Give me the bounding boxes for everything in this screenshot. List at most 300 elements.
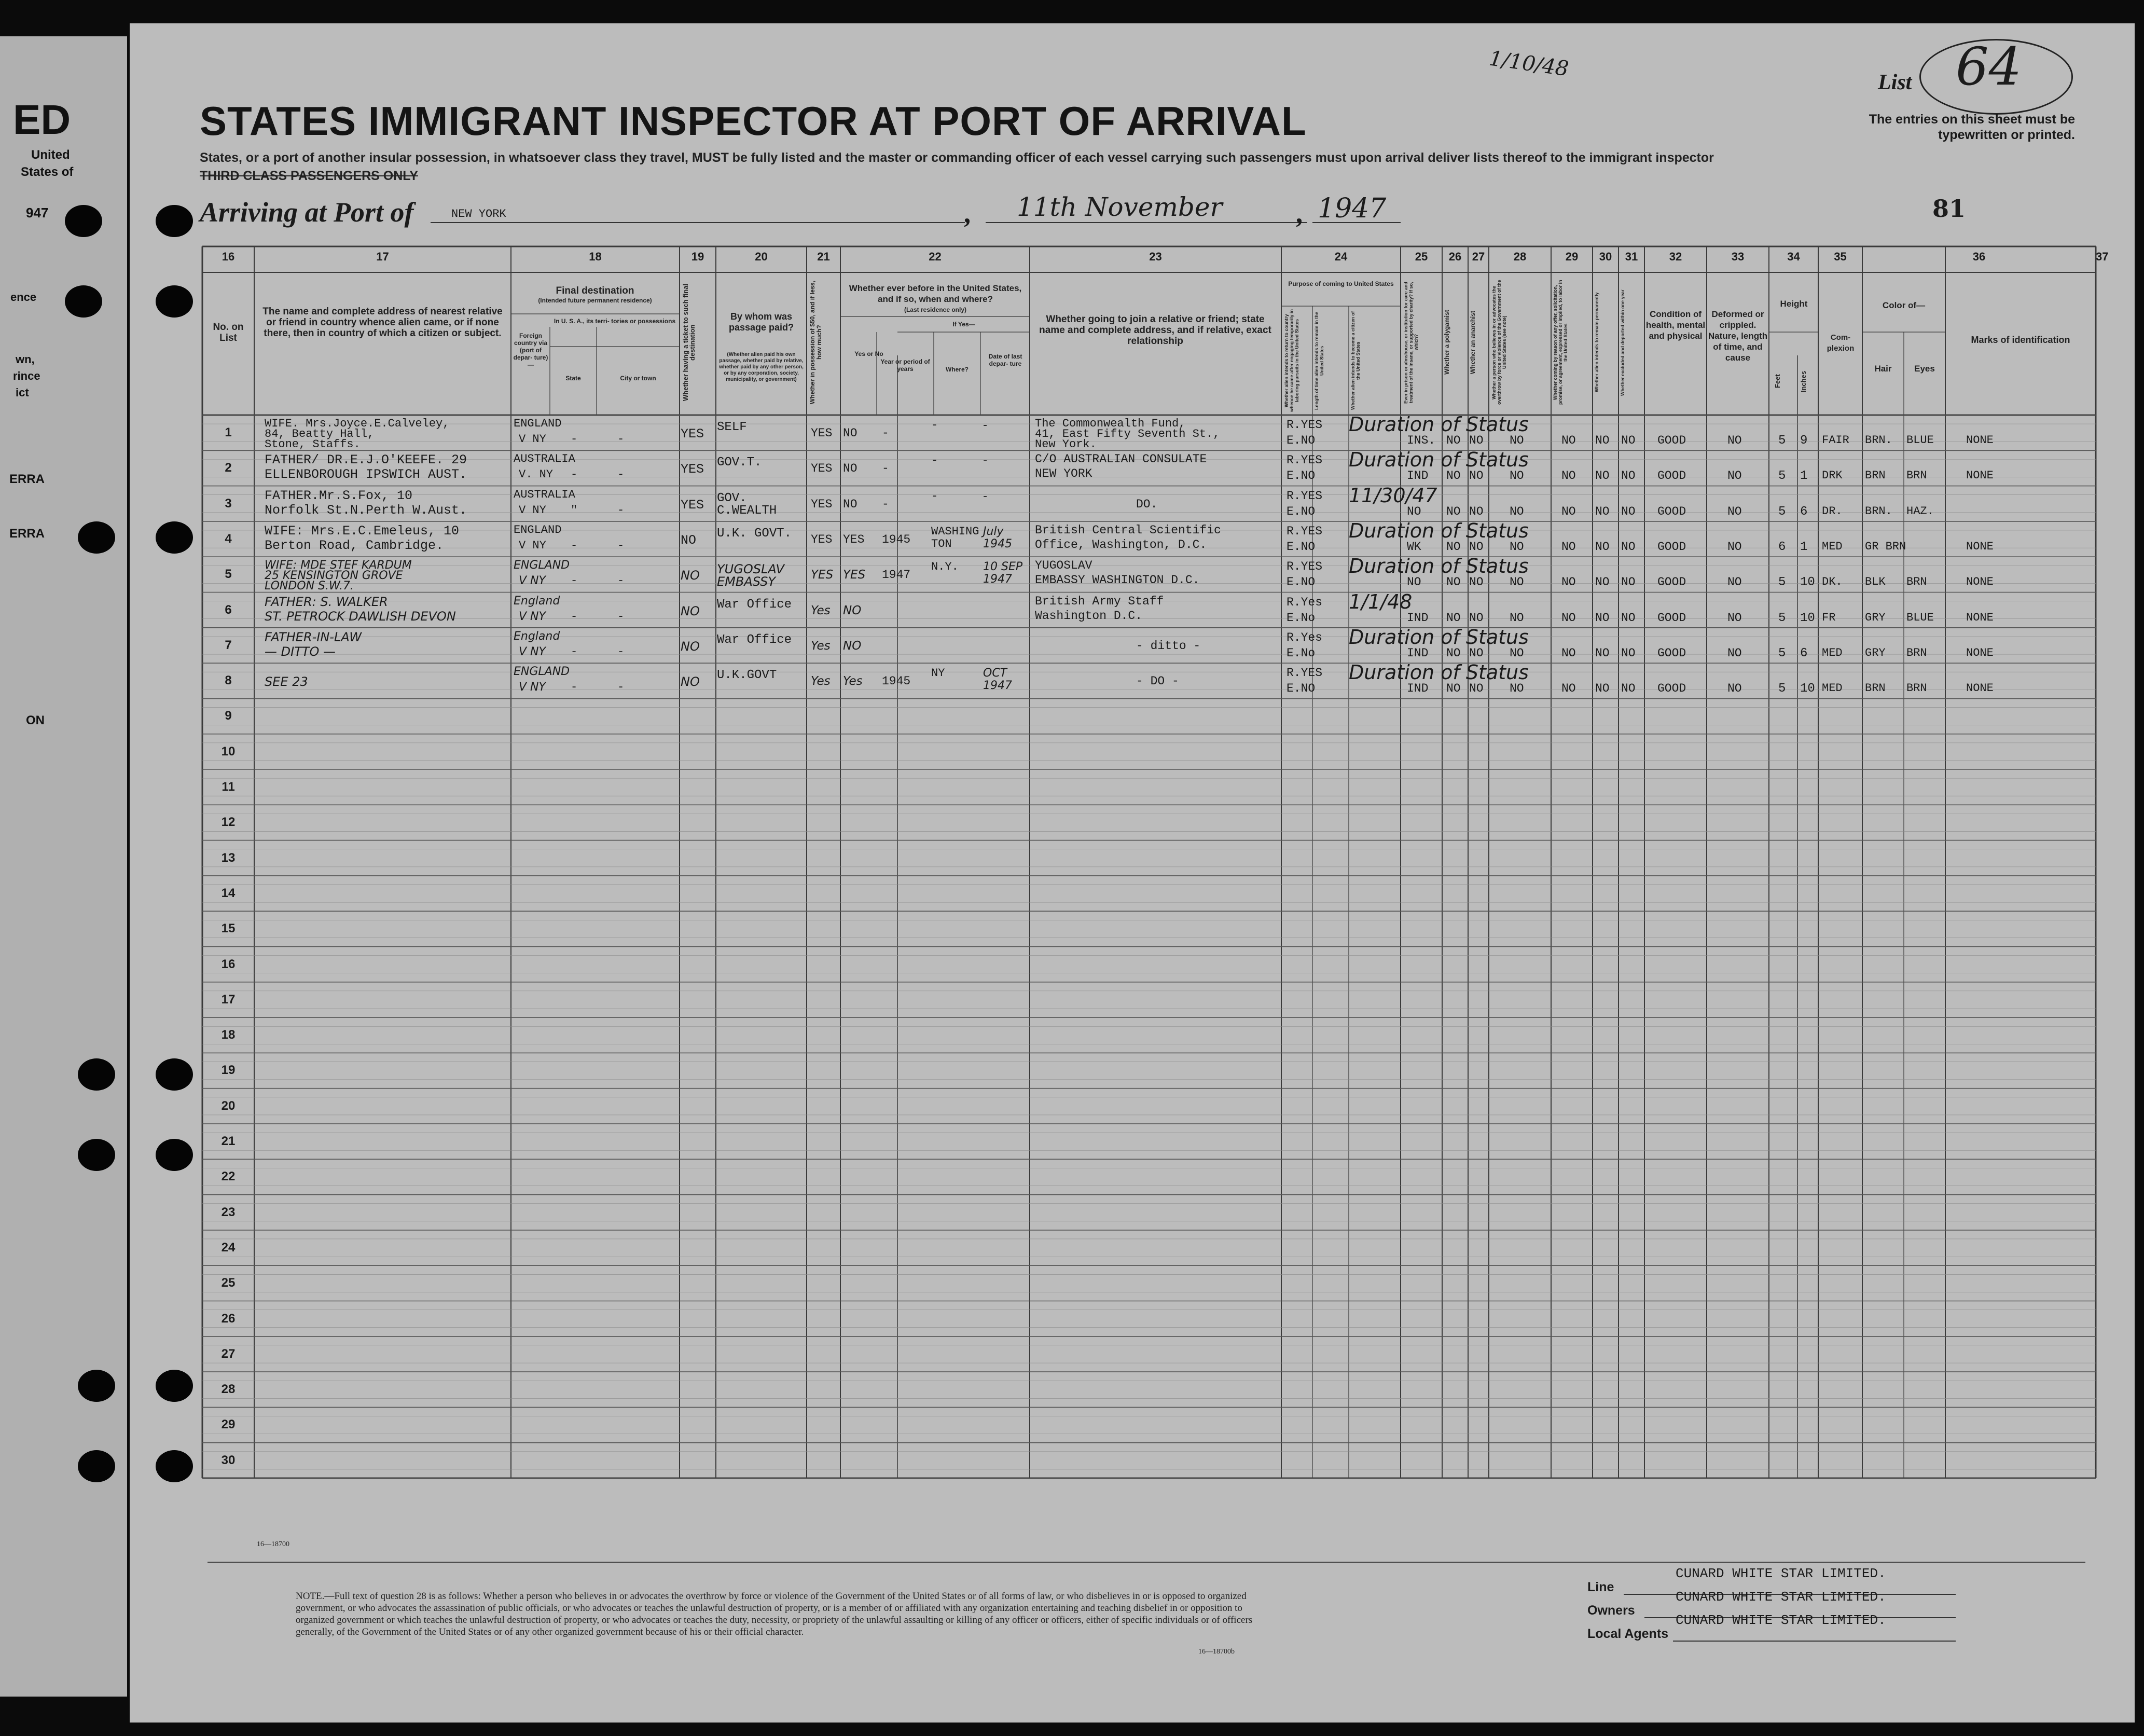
state: "	[571, 503, 578, 517]
q30-answer: NO	[1595, 540, 1610, 554]
height-feet: 6	[1778, 540, 1786, 554]
foreign-country: ENGLAND	[514, 417, 562, 430]
purpose-return: R.Yes	[1287, 630, 1323, 644]
column-number: 27	[1472, 250, 1485, 263]
hair-answer: GRY	[1865, 611, 1886, 624]
joining-relative: Office, Washington, D.C.	[1035, 538, 1207, 552]
complexion-answer: DK.	[1822, 575, 1843, 589]
passage-paid-by: SELF	[717, 420, 747, 434]
passage-paid-by: War Office	[717, 597, 792, 612]
row-number: 5	[225, 567, 232, 582]
length-of-stay-handwritten: Duration of Status	[1349, 555, 1529, 578]
header-before-us: Whether ever before in the United States, and if so, when and where?	[849, 283, 1022, 304]
port-via: V NY	[519, 574, 546, 588]
column-number: 31	[1625, 250, 1638, 263]
complexion-answer: MED	[1822, 682, 1843, 695]
arrival-day-month: 11th November	[1017, 192, 1223, 222]
state: -	[571, 681, 578, 694]
complexion-answer: DRK	[1822, 469, 1843, 483]
relative-address: ELLENBOROUGH IPSWICH AUST.	[265, 467, 467, 483]
header-no-on-list: No. on List	[213, 322, 244, 343]
foreign-country: AUSTRALIA	[514, 452, 575, 466]
eyes-answer: BRN	[1906, 646, 1927, 659]
health-answer: GOOD	[1657, 504, 1686, 518]
ticket: NO	[681, 674, 700, 690]
column-number: 17	[376, 250, 389, 263]
q30-answer: NO	[1595, 682, 1610, 696]
possession-50: Yes	[811, 674, 831, 688]
column-number: 30	[1599, 250, 1612, 263]
date-comma-2: ,	[1297, 198, 1304, 229]
anarchist-answer: NO	[1469, 646, 1484, 660]
hair-answer: BRN	[1865, 469, 1886, 483]
polygamist-answer: NO	[1446, 575, 1461, 589]
port-via: V NY	[519, 539, 546, 552]
row-number: 2	[225, 461, 232, 475]
list-label: List	[1878, 71, 1912, 94]
hair-answer: BRN	[1865, 682, 1886, 695]
owners-label: Owners	[1587, 1603, 1635, 1618]
state: -	[571, 433, 578, 446]
arriving-label: Arriving at Port of	[200, 197, 414, 228]
city: -	[617, 574, 625, 588]
height-inches: 10	[1800, 682, 1815, 696]
complexion-answer: MED	[1822, 540, 1843, 553]
list-number: 64	[1956, 36, 2022, 97]
before-us: NO	[843, 497, 857, 511]
prison-answer: WK	[1407, 540, 1421, 554]
q30-answer: NO	[1595, 611, 1610, 625]
q29-answer: NO	[1561, 469, 1576, 483]
ticket: NO	[681, 532, 697, 548]
row-number: 6	[225, 602, 232, 617]
q29-answer: NO	[1561, 504, 1576, 518]
city: -	[617, 468, 625, 481]
header-anarchist: Whether an anarchist	[1469, 310, 1476, 375]
city: -	[617, 610, 625, 623]
before-us: NO	[843, 462, 857, 476]
ticket: YES	[681, 497, 704, 513]
header-relative: The name and complete address of nearest relative or friend in country whence alien came, or if none there, then in country of which a citizen or subject.	[262, 306, 503, 339]
row-number: 25	[221, 1276, 236, 1290]
q31-answer: NO	[1621, 434, 1636, 447]
anarchist-answer: NO	[1469, 611, 1484, 625]
purpose-citizen: E.NO	[1287, 504, 1316, 518]
city: -	[617, 645, 625, 658]
state: -	[571, 645, 578, 658]
arrival-year: 1947	[1318, 193, 1387, 224]
height-feet: 5	[1778, 611, 1786, 625]
q28-answer: NO	[1510, 434, 1524, 447]
q29-answer: NO	[1561, 682, 1576, 696]
passage-paid-by: U.K. GOVT.	[717, 526, 792, 541]
relative-address: WIFE. Mrs.Joyce.E.Calveley,	[265, 417, 450, 430]
prison-answer: NO	[1407, 504, 1421, 518]
ticket: YES	[681, 462, 704, 477]
joining-relative: British Army Staff	[1035, 594, 1164, 608]
column-number: 37	[2096, 250, 2109, 263]
deformed-answer: NO	[1727, 575, 1742, 589]
purpose-citizen: E.NO	[1287, 682, 1316, 696]
deformed-answer: NO	[1727, 504, 1742, 518]
ticket: NO	[681, 568, 700, 583]
q28-answer: NO	[1510, 646, 1524, 660]
anarchist-answer: NO	[1469, 540, 1484, 554]
q31-answer: NO	[1621, 682, 1636, 696]
q28-answer: NO	[1510, 504, 1524, 518]
q28-answer: NO	[1510, 469, 1524, 483]
left-fragment-line-2: States of	[21, 165, 74, 179]
row-number: 1	[225, 425, 232, 439]
prison-answer: IND	[1407, 682, 1429, 696]
joining-relative: YUGOSLAV	[1035, 559, 1092, 573]
marks-answer: NONE	[1966, 646, 1994, 659]
purpose-return: R.YES	[1287, 560, 1323, 574]
column-number: 21	[817, 250, 830, 263]
complexion-answer: FR	[1822, 611, 1836, 624]
form-code: 16—18700	[257, 1540, 289, 1548]
relative-address: Norfolk St.N.Perth W.Aust.	[265, 502, 467, 518]
header-by-whom-paid: By whom was passage paid?	[728, 311, 794, 333]
joining-relative: New York.	[1035, 438, 1097, 451]
row-number: 27	[221, 1346, 236, 1361]
header-final-destination-sub: (Intended future permanent residence)	[538, 297, 652, 304]
purpose-return: R.YES	[1287, 453, 1323, 467]
possession-50: YES	[811, 426, 833, 440]
row-number: 22	[221, 1169, 236, 1184]
header-health: Condition of health, mental and physical	[1645, 309, 1706, 341]
purpose-return: R.YES	[1287, 418, 1323, 432]
port-via: V NY	[519, 645, 546, 658]
row-number: 14	[221, 886, 236, 900]
header-complexion: Com- plexion	[1827, 333, 1855, 353]
header-yes-no: Yes or No	[854, 350, 883, 357]
relative-address: FATHER-IN-LAW	[265, 629, 362, 644]
height-inches: 6	[1800, 646, 1808, 660]
possession-50: YES	[811, 532, 833, 546]
column-number: 22	[929, 250, 942, 263]
hair-answer: GRY	[1865, 646, 1886, 659]
left-fragment-word: rince	[13, 369, 40, 382]
eyes-answer: BLUE	[1906, 611, 1934, 624]
line-value: CUNARD WHITE STAR LIMITED.	[1676, 1566, 1886, 1581]
anarchist-answer: NO	[1469, 434, 1484, 447]
local-agents-label: Local Agents	[1587, 1627, 1669, 1641]
ticket: NO	[681, 639, 700, 654]
row-number: 24	[221, 1240, 236, 1255]
left-fragment-word: ERRA	[9, 472, 45, 486]
q30-answer: NO	[1595, 646, 1610, 660]
row-number: 28	[221, 1382, 236, 1397]
q29-answer: NO	[1561, 434, 1576, 447]
years: 1945	[882, 532, 911, 546]
joining-relative: C/O AUSTRALIAN CONSULATE	[1035, 452, 1207, 466]
marks-answer: NONE	[1966, 540, 1994, 553]
form-code-b: 16—18700b	[1198, 1648, 1235, 1656]
departure-date: -	[983, 419, 987, 432]
health-answer: GOOD	[1657, 646, 1686, 660]
relative-address: WIFE: Mrs.E.C.Emeleus, 10	[265, 523, 460, 539]
header-joining: Whether going to join a relative or friend; state name and complete address, and if relative, exact relationship	[1039, 314, 1271, 347]
height-inches: 10	[1800, 575, 1815, 590]
header-before-us-sub: (Last residence only)	[904, 306, 967, 313]
column-number: 23	[1149, 250, 1162, 263]
q31-answer: NO	[1621, 575, 1636, 589]
column-number: 28	[1513, 250, 1527, 263]
joining-relative: - ditto -	[1136, 639, 1201, 653]
row-number: 9	[225, 709, 232, 723]
where: -	[931, 419, 938, 432]
polygamist-answer: NO	[1446, 682, 1461, 696]
header-by-whom-paid-sub: (Whether alien paid his own passage, whether paid by relative, whether paid by any other person, or by any corporation, society, municipality, or government)	[719, 352, 804, 382]
length-of-stay-handwritten: Duration of Status	[1349, 519, 1529, 542]
foreign-country: ENGLAND	[514, 559, 570, 572]
q30-answer: NO	[1595, 434, 1610, 447]
prison-answer: IND	[1407, 646, 1429, 660]
header-height: Height	[1780, 299, 1808, 309]
header-marks: Marks of identification	[1971, 335, 2070, 345]
header-q30: Whether alien intends to remain permanently	[1594, 292, 1599, 393]
complexion-answer: MED	[1822, 646, 1843, 659]
row-number: 21	[221, 1134, 236, 1148]
relative-address: WIFE: MDE STEF KARDUM	[265, 559, 412, 572]
ticket: YES	[681, 426, 704, 442]
departure-date: OCT 1947	[983, 667, 1012, 693]
q31-answer: NO	[1621, 469, 1636, 483]
q31-answer: NO	[1621, 646, 1636, 660]
column-number: 34	[1787, 250, 1800, 263]
q30-answer: NO	[1595, 469, 1610, 483]
health-answer: GOOD	[1657, 682, 1686, 696]
row-number: 20	[221, 1098, 236, 1113]
deformed-answer: NO	[1727, 646, 1742, 660]
header-purpose-c: Whether alien intends to become a citizen of the United States	[1350, 311, 1361, 410]
header-year-period: Year or period of years	[880, 358, 930, 373]
row-number: 12	[221, 815, 236, 830]
header-in-usa: In U. S. A., its terri- tories or possessions	[554, 318, 676, 325]
hair-answer: BLK	[1865, 575, 1886, 589]
relative-address: SEE 23	[265, 674, 308, 690]
anarchist-answer: NO	[1469, 504, 1484, 518]
deformed-answer: NO	[1727, 434, 1742, 447]
city: -	[617, 539, 625, 552]
passage-paid-by: U.K.GOVT	[717, 668, 777, 683]
purpose-citizen: E.NO	[1287, 434, 1316, 447]
departure-date: 10 SEP 1947	[983, 560, 1023, 586]
health-answer: GOOD	[1657, 540, 1686, 554]
row-number: 13	[221, 850, 236, 865]
column-number: 24	[1334, 250, 1348, 263]
relative-address: FATHER/ DR.E.J.O'KEEFE. 29	[265, 452, 467, 468]
polygamist-answer: NO	[1446, 504, 1461, 518]
eyes-answer: BRN	[1906, 682, 1927, 695]
before-us: YES	[843, 568, 866, 582]
date-comma: ,	[965, 198, 972, 229]
possession-50: Yes	[811, 639, 831, 653]
header-q28: Whether a person who believes in or advocates the overthrow by force or violence of the Government of the United States (see note)	[1491, 280, 1507, 405]
before-us: NO	[843, 639, 862, 653]
joining-relative: The Commonwealth Fund,	[1035, 417, 1186, 430]
column-number: 18	[589, 250, 602, 263]
footer-rule	[208, 1562, 2085, 1563]
header-state: State	[565, 375, 581, 382]
q28-answer: NO	[1510, 611, 1524, 625]
city: -	[617, 681, 625, 694]
anarchist-answer: NO	[1469, 682, 1484, 696]
row-number: 23	[221, 1205, 236, 1219]
where: N.Y.	[931, 560, 959, 574]
row-number: 18	[221, 1028, 236, 1042]
header-q29: Whether coming by reason of any offer, solicitation, promise, or agreement, expressed or implied, to labor in the United States	[1553, 280, 1568, 405]
row-number: 11	[222, 780, 235, 794]
header-prison: Ever in prison or almshouse, or institution for care and treatment of the insane, or supported by charity? If so, which?	[1403, 281, 1419, 404]
column-number: 26	[1448, 250, 1462, 263]
header-purpose-b: Length of time alien intends to remain in the United States	[1314, 311, 1324, 410]
passage-paid-by: War Office	[717, 632, 792, 647]
header-where: Where?	[945, 366, 969, 373]
row-number: 16	[221, 957, 236, 971]
state: -	[571, 539, 578, 552]
row-number: 3	[225, 496, 232, 511]
city: -	[617, 433, 625, 446]
height-inches: 9	[1800, 434, 1808, 448]
purpose-return: R.YES	[1287, 524, 1323, 538]
header-if-yes: If Yes—	[952, 321, 975, 328]
marks-answer: NONE	[1966, 469, 1994, 483]
page-number: 81	[1932, 195, 1966, 223]
marks-answer: NONE	[1966, 611, 1994, 624]
health-answer: GOOD	[1657, 611, 1686, 625]
years: -	[882, 497, 889, 511]
left-fragment-word: ERRA	[9, 527, 45, 541]
height-feet: 5	[1778, 434, 1786, 448]
state: -	[571, 574, 578, 588]
q29-answer: NO	[1561, 540, 1576, 554]
height-inches: 10	[1800, 611, 1815, 625]
q28-answer: NO	[1510, 540, 1524, 554]
years: 1945	[882, 674, 911, 688]
possession-50: YES	[811, 568, 834, 582]
where: -	[931, 454, 938, 467]
length-of-stay-handwritten: Duration of Status	[1349, 625, 1529, 649]
q29-answer: NO	[1561, 646, 1576, 660]
header-color-of: Color of—	[1882, 300, 1926, 310]
q31-answer: NO	[1621, 504, 1636, 518]
left-fragment-word: wn,	[16, 353, 35, 366]
state: -	[571, 610, 578, 623]
page-subtitle: States, or a port of another insular possession, in whatsoever class they travel, MUST be fully listed and the master or commanding officer of each vessel carrying such passengers must upon arrival deliver lists thereof to the immigrant inspector	[200, 150, 1714, 165]
hair-answer: GR BRN	[1865, 540, 1906, 553]
polygamist-answer: NO	[1446, 646, 1461, 660]
port-via: V. NY	[519, 468, 554, 481]
height-inches: 6	[1800, 504, 1808, 519]
joining-relative: NEW YORK	[1035, 467, 1092, 481]
agents-underline	[1673, 1641, 1956, 1642]
column-number: 25	[1415, 250, 1428, 263]
row-number: 30	[221, 1453, 236, 1467]
ticket: NO	[681, 603, 700, 618]
passage-paid-by: YUGOSLAV EMBASSY	[717, 562, 784, 589]
passage-paid-by: GOV. C.WEALTH	[717, 491, 777, 518]
header-date-departure: Date of last depar- ture	[988, 353, 1022, 367]
deformed-answer: NO	[1727, 469, 1742, 483]
relative-address: ST. PETROCK DAWLISH DEVON	[265, 609, 456, 624]
length-of-stay-handwritten: Duration of Status	[1349, 661, 1529, 684]
q28-answer: NO	[1510, 575, 1524, 589]
left-fragment-line-1: United	[31, 148, 70, 162]
height-feet: 5	[1778, 646, 1786, 660]
left-fragment-word: ON	[26, 713, 45, 727]
row-number: 19	[221, 1063, 236, 1078]
header-feet: Feet	[1774, 374, 1781, 389]
length-of-stay-handwritten: Duration of Status	[1349, 413, 1529, 436]
height-inches: 1	[1800, 469, 1808, 484]
prison-answer: INS.	[1407, 434, 1436, 447]
where: NY	[931, 667, 945, 680]
foreign-country: England	[514, 594, 560, 608]
polygamist-answer: NO	[1446, 540, 1461, 554]
left-fragment-big-letters: ED	[13, 97, 71, 143]
height-feet: 5	[1778, 469, 1786, 484]
deformed-answer: NO	[1727, 540, 1742, 554]
date-stamp: 1/10/48	[1487, 46, 1570, 81]
relative-address: Stone, Staffs.	[265, 438, 361, 451]
q29-answer: NO	[1561, 575, 1576, 589]
before-us: Yes	[843, 674, 863, 688]
years: 1947	[882, 568, 911, 582]
marks-answer: NONE	[1966, 682, 1994, 695]
q30-answer: NO	[1595, 575, 1610, 589]
prison-answer: IND	[1407, 469, 1429, 483]
relative-address: FATHER: S. WALKER	[265, 594, 388, 609]
complexion-answer: DR.	[1822, 504, 1843, 518]
polygamist-answer: NO	[1446, 611, 1461, 625]
hair-answer: BRN.	[1865, 504, 1892, 518]
passenger-class-line: THIRD CLASS PASSENGERS ONLY	[200, 169, 418, 183]
city: -	[617, 503, 625, 517]
health-answer: GOOD	[1657, 434, 1686, 447]
line-label: Line	[1587, 1580, 1614, 1594]
relative-address: 84, Beatty Hall,	[265, 428, 375, 440]
before-us: YES	[843, 532, 865, 546]
health-answer: GOOD	[1657, 575, 1686, 589]
q28-answer: NO	[1510, 682, 1524, 696]
port-via: V NY	[519, 681, 546, 694]
purpose-citizen: E.NO	[1287, 469, 1316, 483]
agents-value: CUNARD WHITE STAR LIMITED.	[1676, 1613, 1886, 1628]
purpose-citizen: E.NO	[1287, 540, 1316, 554]
departure-date: -	[983, 489, 987, 503]
column-number: 29	[1565, 250, 1579, 263]
deformed-answer: NO	[1727, 611, 1742, 625]
left-fragment-line-3: 947	[26, 205, 49, 221]
complexion-answer: FAIR	[1822, 434, 1849, 447]
row-number: 15	[221, 921, 236, 936]
q29-answer: NO	[1561, 611, 1576, 625]
joining-relative: British Central Scientific	[1035, 523, 1221, 537]
port-name: NEW YORK	[451, 208, 506, 221]
joining-relative: DO.	[1136, 497, 1158, 511]
header-possession-50: Whether in possession of $50, and if less, how much?	[809, 280, 823, 405]
purpose-return: R.YES	[1287, 666, 1323, 680]
header-eyes: Eyes	[1914, 364, 1935, 374]
eyes-answer: HAZ.	[1906, 504, 1934, 518]
header-foreign-country: Foreign country via (port of depar- ture)—	[513, 332, 548, 368]
height-feet: 5	[1778, 575, 1786, 590]
header-inches: Inches	[1800, 370, 1807, 392]
owners-value: CUNARD WHITE STAR LIMITED.	[1676, 1589, 1886, 1605]
prison-answer: NO	[1407, 575, 1421, 589]
